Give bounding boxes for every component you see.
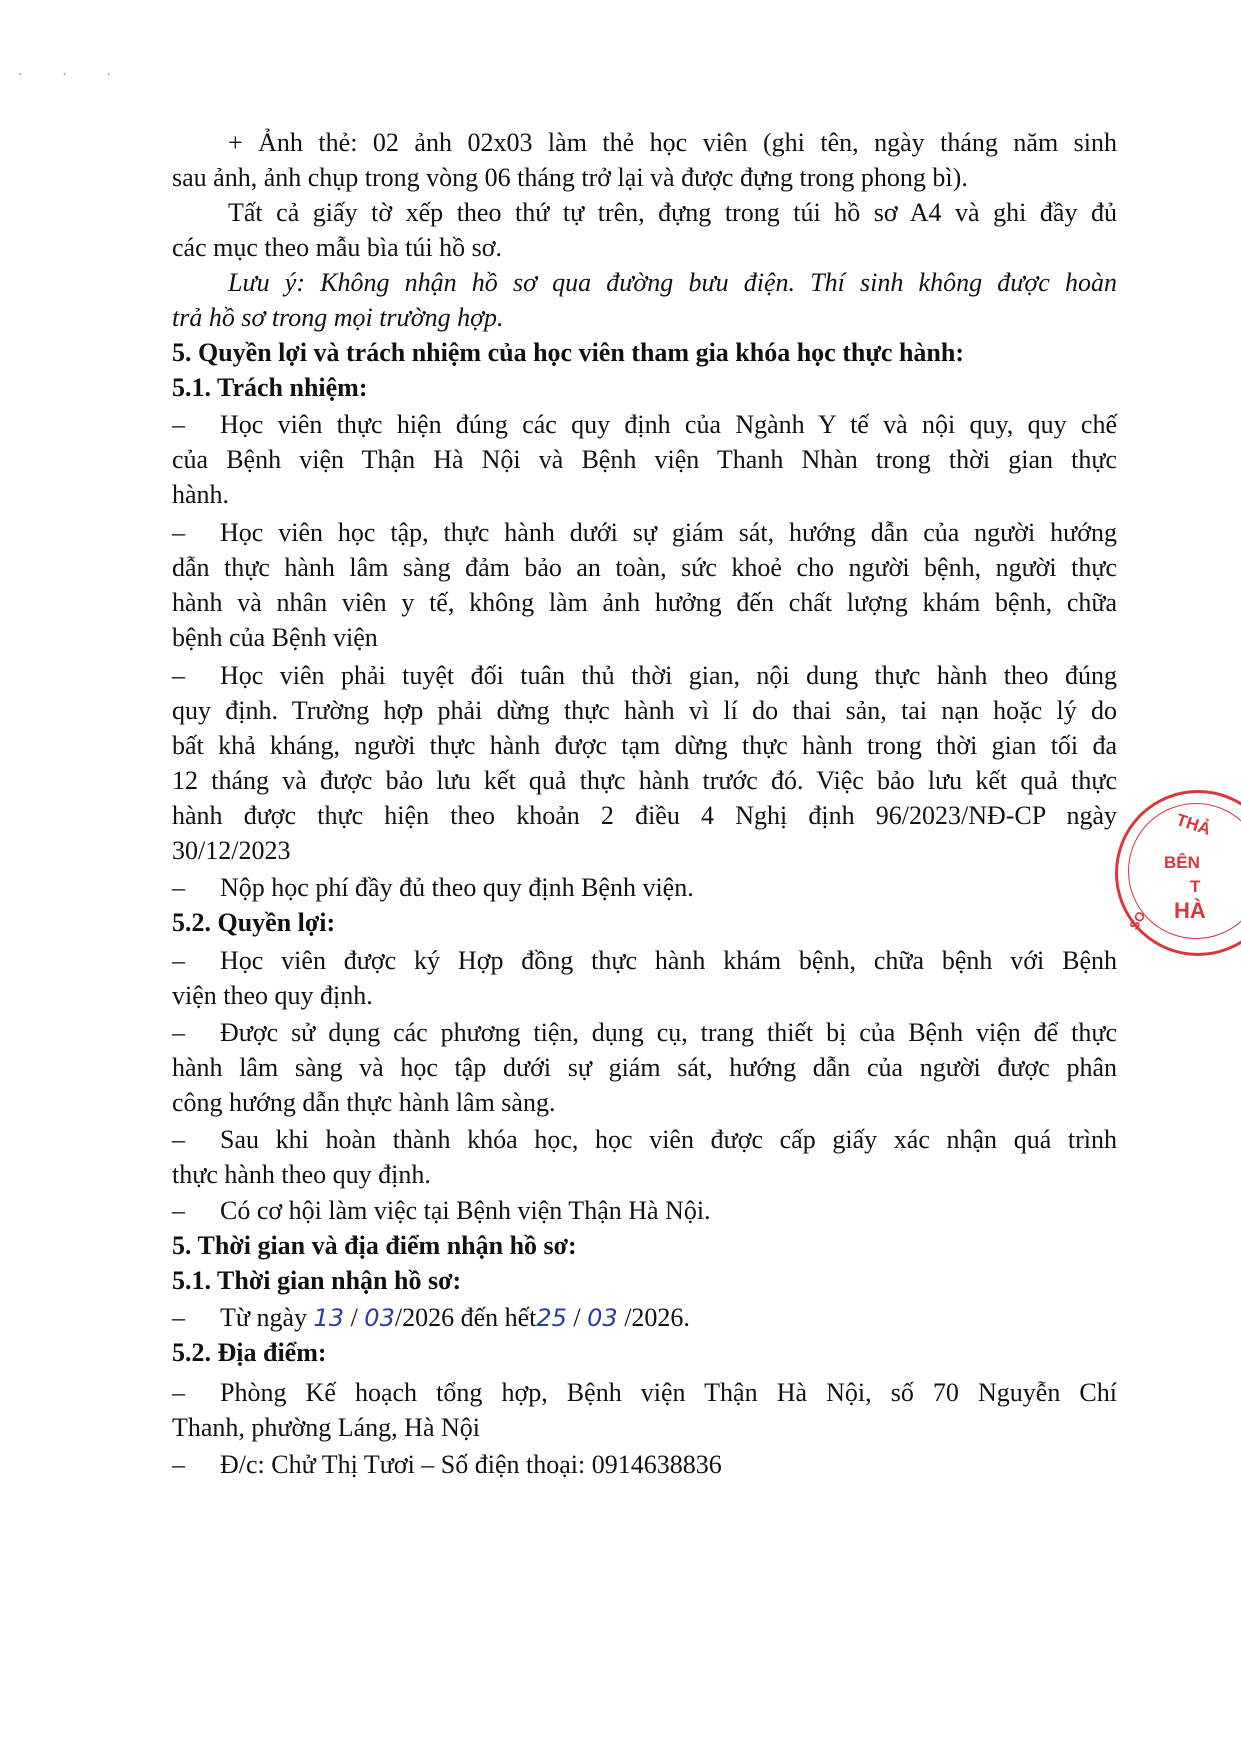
date-year-text: /2026 đến hết [394,1303,537,1332]
text-line: 12 tháng và được bảo lưu kết quả thực hành trước đó. Việc bảo lưu kết quả thực [172,766,1117,795]
bullet-line: – Học viên thực hiện đúng các quy định của Ngành Y tế và nội quy, quy chế [172,407,1117,442]
text-line: quy định. Trường hợp phải dừng thực hành vì lí do thai sản, tai nạn hoặc lý do [172,696,1117,725]
bullet-line: – Đ/c: Chử Thị Tươi – Số điện thoại: 0914638836 [172,1447,722,1482]
text-line: viện theo quy định. [172,981,373,1010]
text-line: dẫn thực hành lâm sàng đảm bảo an toàn, sức khoẻ cho người bệnh, người thực [172,553,1117,582]
dash-bullet: – [172,661,185,690]
bullet-line: – Có cơ hội làm việc tại Bệnh viện Thận Hà Nội. [172,1193,711,1228]
stamp-text: THẢ [1173,810,1214,839]
dash-bullet: – [172,410,185,439]
bullet-line: – Học viên học tập, thực hành dưới sự giám sát, hướng dẫn của người hướng [172,515,1117,550]
text-line: 30/12/2023 [172,836,291,865]
bullet-line: – Học viên phải tuyệt đối tuân thủ thời gian, nội dung thực hành theo đúng [172,658,1117,693]
subsection-heading: 5.1. Trách nhiệm: [172,373,368,402]
note-line: Lưu ý: Không nhận hồ sơ qua đường bưu điện. Thí sinh không được hoàn [228,268,1117,297]
dash-bullet: – [172,946,185,975]
note-line: trả hồ sơ trong mọi trường hợp. [172,303,504,332]
text-line: các mục theo mẫu bìa túi hồ sơ. [172,233,502,262]
text-line: bất khả kháng, người thực hành được tạm dừng thực hành trong thời gian tối đa [172,731,1117,760]
handwritten-end-day: 25 [536,1304,567,1332]
date-prefix: Từ ngày [220,1303,308,1332]
bullet-line: – Phòng Kế hoạch tổng hợp, Bệnh viện Thận Hà Nội, số 70 Nguyễn Chí [172,1375,1117,1410]
text-line: hành được thực hiện theo khoản 2 điều 4 Nghị định 96/2023/NĐ-CP ngày [172,801,1117,830]
text-line: + Ảnh thẻ: 02 ảnh 02x03 làm thẻ học viên (ghi tên, ngày tháng năm sinh [228,128,1117,157]
text-line: hành. [172,480,230,509]
subsection-heading: 5.1. Thời gian nhận hồ sơ: [172,1266,462,1295]
text-line: công hướng dẫn thực hành lâm sàng. [172,1088,556,1117]
bullet-line: – Học viên được ký Hợp đồng thực hành khám bệnh, chữa bệnh với Bệnh [172,943,1117,978]
handwritten-end-month: 03 [587,1304,618,1332]
dash-bullet: – [172,1378,185,1407]
dash-bullet: – [172,1018,185,1047]
text-line: Thanh, phường Láng, Hà Nội [172,1413,481,1442]
stamp-text: HÀ [1174,898,1206,923]
subsection-heading: 5.2. Địa điểm: [172,1338,327,1367]
text-line: hành và nhân viên y tế, không làm ảnh hưởng đến chất lượng khám bệnh, chữa [172,588,1117,617]
text-line: thực hành theo quy định. [172,1160,431,1189]
dash-bullet: – [172,1125,185,1154]
text-line: sau ảnh, ảnh chụp trong vòng 06 tháng trở lại và được đựng trong phong bì). [172,163,968,192]
stamp-text: SO [1126,908,1149,933]
text-line: hành lâm sàng và học tập dưới sự giám sát, hướng dẫn của người được phân [172,1053,1117,1082]
dash-bullet: – [172,518,185,547]
dash-bullet: – [172,873,185,902]
section-heading: 5. Quyền lợi và trách nhiệm của học viên tham gia khóa học thực hành: [172,338,965,367]
handwritten-start-month: 03 [364,1304,395,1332]
text-line: Tất cả giấy tờ xếp theo thứ tự trên, đựng trong túi hồ sơ A4 và ghi đầy đủ [228,198,1117,227]
stamp-text: T [1190,877,1201,896]
text-line: của Bệnh viện Thận Hà Nội và Bệnh viện Thanh Nhàn trong thời gian thực [172,445,1117,474]
dash-bullet: – [172,1196,185,1225]
handwritten-start-day: 13 [313,1304,345,1332]
section-heading: 5. Thời gian và địa điểm nhận hồ sơ: [172,1231,577,1260]
date-year-end: /2026. [624,1303,690,1332]
date-separator: / [573,1303,581,1332]
dash-bullet: – [172,1303,185,1332]
date-line [172,1300,690,1336]
text-line: bệnh của Bệnh viện [172,623,378,652]
date-separator: / [350,1303,358,1332]
scan-marks: · · · [18,68,129,83]
red-seal-stamp [1115,790,1241,956]
stamp-text: BÊN [1164,853,1200,872]
bullet-line: – Sau khi hoàn thành khóa học, học viên được cấp giấy xác nhận quá trình [172,1122,1117,1157]
bullet-line: – Được sử dụng các phương tiện, dụng cụ, trang thiết bị của Bệnh viện để thực [172,1015,1117,1050]
dash-bullet: – [172,1450,185,1479]
bullet-line: – Nộp học phí đầy đủ theo quy định Bệnh viện. [172,870,694,905]
subsection-heading: 5.2. Quyền lợi: [172,908,336,937]
